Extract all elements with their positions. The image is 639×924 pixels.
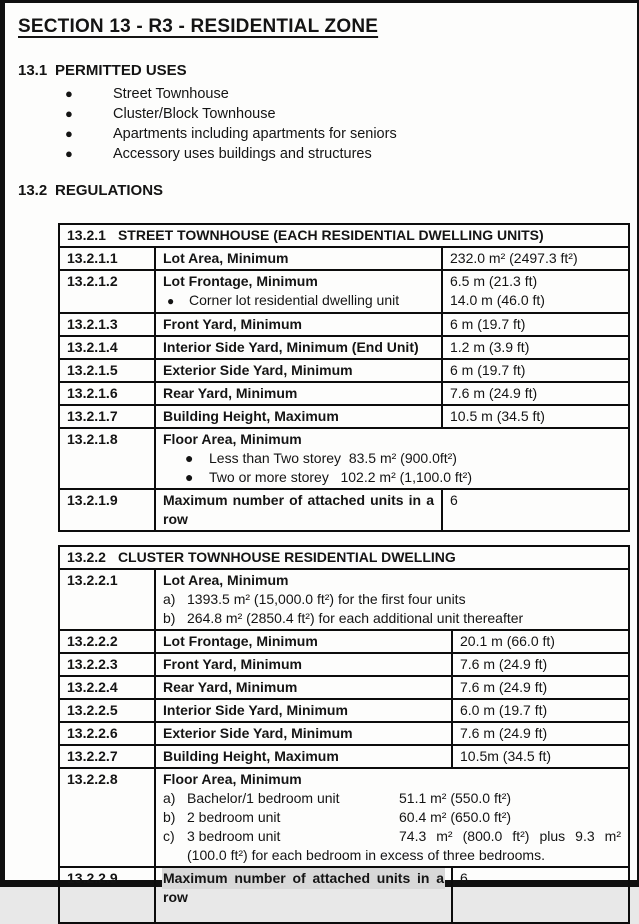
row-number-cell: 13.2.2.4 [59,676,155,699]
value-line: 7.6 m (24.9 ft) [450,385,538,401]
row-value-cell [452,630,629,653]
cell-line [163,468,621,487]
cell-text: Exterior Side Yard, Minimum [163,362,353,378]
cell-text: 3 bedroom unit [187,828,281,844]
cell-line [163,888,444,907]
row-value-cell [452,676,629,699]
table-row [59,653,629,676]
cell-text: Interior Side Yard, Minimum (End Unit) [163,339,419,355]
value-line: 6 m (19.7 ft) [450,362,526,378]
cell-measurement: 60.4 m² (650.0 ft²) [399,809,512,825]
cell-line [163,491,434,510]
list-prefix: b) [163,809,176,825]
table-row [59,428,629,489]
value-line: 232.0 m² (2497.3 ft²) [450,250,578,266]
cell-text: Two or more storey 102.2 m² (1,100.0 ft²) [209,469,472,485]
bullet-icon: ● [185,450,194,466]
row-label-cell [155,313,442,336]
regulation-table [58,545,630,924]
cell-text: Maximum number of attached units in a [163,870,444,886]
cell-line [163,407,434,426]
section-heading-regulations [18,181,637,200]
cell-text: row [163,511,188,527]
cell-text: 1393.5 m² (15,000.0 ft²) for the first four units [187,591,466,607]
row-value-cell [452,867,629,923]
row-number-cell: 13.2.1.6 [59,382,155,405]
row-label-cell [155,336,442,359]
row-number-cell: 13.2.2.2 [59,630,155,653]
cell-line [163,291,434,311]
regulation-tables [5,223,637,924]
table-number: 13.2.1 [67,227,106,243]
cell-text: Bachelor/1 bedroom unit [187,790,340,806]
cell-line [163,449,621,468]
row-label-cell [155,768,629,867]
row-label-cell [155,745,452,768]
list-item [5,124,637,144]
row-value-cell [442,489,629,531]
cell-line [163,384,434,403]
value-line: 7.6 m (24.9 ft) [460,679,548,695]
row-number-cell: 13.2.1.5 [59,359,155,382]
row-value-cell [442,359,629,382]
row-label-cell [155,247,442,270]
permitted-uses-list [5,84,637,164]
row-value-cell [452,699,629,722]
list-item-label: Accessory uses buildings and structures [113,146,372,162]
row-label-cell [155,653,452,676]
value-line: 1.2 m (3.9 ft) [450,339,530,355]
section-number: 13.2 [18,182,48,199]
table-header-row [59,546,629,569]
row-label-cell [155,699,452,722]
table-heading: CLUSTER TOWNHOUSE RESIDENTIAL DWELLING [117,549,456,565]
cell-line [163,655,444,674]
cell-text: Exterior Side Yard, Minimum [163,725,353,741]
list-item-label: Street Townhouse [113,86,229,102]
table-title-cell [59,224,629,247]
cell-line [163,249,434,268]
cell-text: Lot Area, Minimum [163,572,289,588]
value-line: 14.0 m (46.0 ft) [450,292,545,308]
value-line: 6 [450,492,458,508]
row-label-cell [155,405,442,428]
list-item [5,104,637,124]
list-item-label: Cluster/Block Townhouse [113,106,276,122]
cell-text: Rear Yard, Minimum [163,679,298,695]
cell-text: Interior Side Yard, Minimum [163,702,348,718]
table-row [59,699,629,722]
table-row [59,270,629,313]
cell-line [163,430,621,449]
cell-line [163,510,434,529]
cell-text: Front Yard, Minimum [163,316,302,332]
cell-line [163,632,444,651]
table-row [59,359,629,382]
row-label-cell [155,630,452,653]
list-item [5,84,637,104]
table-row [59,745,629,768]
cell-text: Less than Two storey 83.5 m² (900.0ft²) [209,450,457,466]
row-value-cell [452,722,629,745]
cell-line [163,724,444,743]
cell-text: Floor Area, Minimum [163,771,302,787]
row-number-cell: 13.2.2.5 [59,699,155,722]
row-number-cell: 13.2.1.9 [59,489,155,531]
cell-line [163,770,621,789]
cell-text: Lot Area, Minimum [163,250,289,266]
value-line: 10.5 m (34.5 ft) [450,408,545,424]
row-label-cell [155,489,442,531]
row-number-cell: 13.2.1.2 [59,270,155,313]
table-title-cell [59,546,629,569]
row-number-cell: 13.2.2.8 [59,768,155,867]
row-label-cell [155,722,452,745]
cell-measurement: 74.3 m² (800.0 ft²) plus 9.3 m² [399,828,621,844]
value-line: 10.5m (34.5 ft) [460,748,552,764]
row-label-cell [155,676,452,699]
table-heading: STREET TOWNHOUSE (EACH RESIDENTIAL DWELLING UNITS) [117,227,544,243]
table-row [59,313,629,336]
cell-line [163,571,621,590]
row-number-cell: 13.2.2.7 [59,745,155,768]
row-value-cell [452,653,629,676]
table-row [59,768,629,867]
table-row [59,382,629,405]
section-number: 13.1 [18,62,48,79]
section-heading-permitted-uses [18,61,637,80]
cell-text: 264.8 m² (2850.4 ft²) for each additional unit thereafter [187,610,524,626]
row-number-cell: 13.2.2.1 [59,569,155,630]
list-prefix: c) [163,828,175,844]
bullet-icon: ● [65,86,73,101]
cell-line [163,701,444,720]
cell-text: Maximum number of attached units in a [163,492,434,508]
row-value-cell [442,405,629,428]
row-number-cell: 13.2.1.4 [59,336,155,359]
section-heading-label: REGULATIONS [55,182,164,199]
cell-text: (100.0 ft²) for each bedroom in excess of three bedrooms. [187,847,545,863]
row-number-cell: 13.2.1.3 [59,313,155,336]
table-row [59,247,629,270]
value-line: 6 m (19.7 ft) [450,316,526,332]
cell-text: Floor Area, Minimum [163,431,302,447]
cell-text: Rear Yard, Minimum [163,385,298,401]
table-row [59,489,629,531]
row-value-cell [442,336,629,359]
row-label-cell [155,428,629,489]
table-row [59,722,629,745]
cell-measurement: 51.1 m² (550.0 ft²) [399,790,512,806]
cell-text: Building Height, Maximum [163,748,339,764]
table-row [59,676,629,699]
cell-line [163,678,444,697]
cell-text: 2 bedroom unit [187,809,281,825]
bullet-icon: ● [167,294,175,308]
cell-line [163,609,621,628]
row-label-cell [155,382,442,405]
row-number-cell: 13.2.2.6 [59,722,155,745]
row-value-cell [442,270,629,313]
row-number-cell: 13.2.2.3 [59,653,155,676]
row-label-cell [155,867,452,923]
row-value-cell [442,313,629,336]
cell-line [163,361,434,380]
cell-text: Front Yard, Minimum [163,656,302,672]
cell-text: Lot Frontage, Minimum [163,273,318,289]
row-value-cell [442,382,629,405]
row-value-cell [442,247,629,270]
page-title: SECTION 13 - R3 - RESIDENTIAL ZONE [18,16,379,37]
bullet-icon: ● [65,126,73,141]
section-heading-label: PERMITTED USES [55,62,187,79]
row-label-cell [155,569,629,630]
table-header-row [59,224,629,247]
bullet-icon: ● [185,469,194,485]
cell-line [163,827,621,846]
regulation-table [58,223,630,532]
table-row [59,405,629,428]
value-line: 6.5 m (21.3 ft) [450,273,538,289]
row-label-cell [155,270,442,313]
cell-text: row [163,889,188,905]
cell-line [163,808,621,827]
cell-line [163,590,621,609]
table-number: 13.2.2 [67,549,106,565]
bullet-icon: ● [65,106,73,121]
value-line: 6 [460,870,468,886]
cell-text: Lot Frontage, Minimum [163,633,318,649]
table-row [59,569,629,630]
bullet-icon: ● [65,146,73,161]
cell-line [163,869,444,888]
row-number-cell: 13.2.1.1 [59,247,155,270]
list-item-label: Apartments including apartments for seniors [113,126,397,142]
value-line: 6.0 m (19.7 ft) [460,702,548,718]
row-number-cell: 13.2.1.8 [59,428,155,489]
value-line: 20.1 m (66.0 ft) [460,633,555,649]
cell-text: Corner lot residential dwelling unit [189,292,400,308]
cell-line [163,846,621,865]
list-prefix: b) [163,610,176,626]
table-row [59,336,629,359]
cell-line [163,747,444,766]
list-item [5,144,637,164]
value-line: 7.6 m (24.9 ft) [460,725,548,741]
cell-line [163,789,621,808]
table-row [59,867,629,923]
list-prefix: a) [163,591,176,607]
cell-line [163,315,434,334]
cell-line [163,338,434,357]
table-row [59,630,629,653]
list-prefix: a) [163,790,176,806]
row-value-cell [452,745,629,768]
cell-line [163,272,434,291]
cell-text: Building Height, Maximum [163,408,339,424]
value-line: 7.6 m (24.9 ft) [460,656,548,672]
row-number-cell: 13.2.1.7 [59,405,155,428]
row-number-cell: 13.2.2.9 [59,867,155,923]
row-label-cell [155,359,442,382]
